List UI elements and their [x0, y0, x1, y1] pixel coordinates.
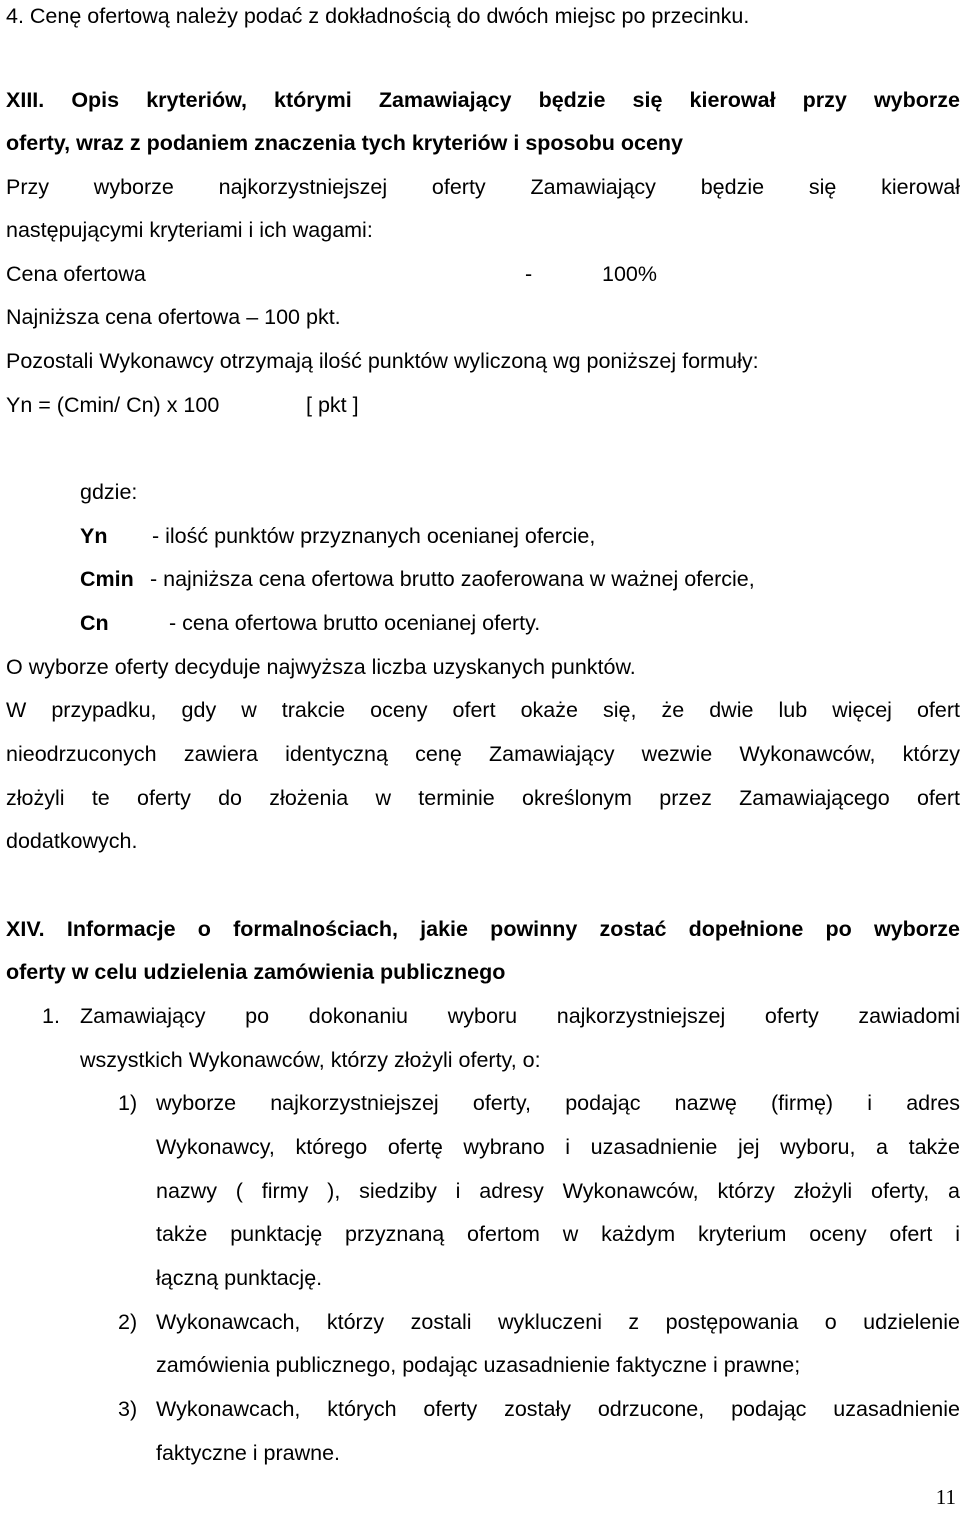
sub2-line1: Wykonawcach, którzy zostali wykluczeni z postępowania o udzielenie	[156, 1310, 960, 1334]
intro-line2: następującymi kryteriami i ich wagami:	[6, 218, 373, 242]
item1-number: 1.	[42, 1004, 60, 1028]
section-13-title-line2: oferty, wraz z podaniem znaczenia tych kryteriów i sposobu oceny	[6, 131, 684, 155]
section-14-title-line1: Informacje o formalnościach, jakie powinny zostać dopełnione po wyborze	[66, 917, 960, 941]
item1-line2: wszystkich Wykonawców, którzy złożyli oferty, o:	[80, 1048, 541, 1072]
legend-desc-cmin: - najniższa cena ofertowa brutto zaoferowana w ważnej ofercie,	[150, 567, 755, 591]
sub3-number: 3)	[118, 1397, 138, 1421]
decision-line: O wyborze oferty decyduje najwyższa liczba uzyskanych punktów.	[6, 655, 636, 679]
criterion-weight: 100%	[602, 262, 657, 286]
sub1-line3: nazwy ( firmy ), siedziby i adresy Wykonawców, którzy złożyli oferty, a	[156, 1179, 960, 1203]
intro-line1: Przy wyborze najkorzystniejszej oferty Zamawiający będzie się kierował	[6, 175, 960, 199]
section-13-number: XIII.	[6, 88, 45, 112]
sub2-number: 2)	[118, 1310, 138, 1334]
sub1-line2: Wykonawcy, którego ofertę wybrano i uzasadnienie jej wyboru, a także	[156, 1135, 960, 1159]
legend-desc-cn: - cena ofertowa brutto ocenianej oferty.	[169, 611, 541, 635]
where-label: gdzie:	[80, 480, 138, 504]
criterion-name: Cena ofertowa	[6, 262, 146, 286]
others-line: Pozostali Wykonawcy otrzymają ilość punktów wyliczoną wg poniższej formuły:	[6, 349, 759, 373]
tie-line3: złożyli te oferty do złożenia w terminie określonym przez Zamawiającego ofert	[6, 786, 960, 810]
sub1-line1: wyborze najkorzystniejszej oferty, podając nazwę (firmę) i adres	[156, 1091, 960, 1115]
sub2-line2: zamówienia publicznego, podając uzasadnienie faktyczne i prawne;	[156, 1353, 801, 1377]
criterion-dash: -	[525, 262, 533, 286]
legend-symbol-cmin: Cmin	[80, 567, 134, 591]
legend-desc-yn: - ilość punktów przyznanych ocenianej ofercie,	[152, 524, 596, 548]
formula: Yn = (Cmin/ Cn) x 100	[6, 393, 220, 417]
tie-line1: W przypadku, gdy w trakcie oceny ofert okaże się, że dwie lub więcej ofert	[6, 698, 960, 722]
sub3-line1: Wykonawcach, których oferty zostały odrzucone, podając uzasadnienie	[156, 1397, 960, 1421]
tie-line2: nieodrzuconych zawiera identyczną cenę Zamawiający wezwie Wykonawców, którzy	[6, 742, 960, 766]
section-14-number: XIV.	[6, 917, 45, 941]
top-line: 4. Cenę ofertową należy podać z dokładnością do dwóch miejsc po przecinku.	[6, 4, 750, 28]
lowest-price-line: Najniższa cena ofertowa – 100 pkt.	[6, 305, 341, 329]
page-number: 11	[935, 1485, 956, 1509]
legend-symbol-yn: Yn	[80, 524, 108, 548]
formula-unit: [ pkt ]	[306, 393, 359, 417]
sub1-line5: łączną punktację.	[156, 1266, 323, 1290]
sub1-line4: także punktację przyznaną ofertom w każdym kryterium oceny ofert i	[156, 1222, 960, 1246]
sub3-line2: faktyczne i prawne.	[156, 1441, 341, 1465]
item1-line1: Zamawiający po dokonaniu wyboru najkorzystniejszej oferty zawiadomi	[80, 1004, 960, 1028]
section-14-title-line2: oferty w celu udzielenia zamówienia publicznego	[6, 960, 506, 984]
section-13-title-line1: Opis kryteriów, którymi Zamawiający będzie się kierował przy wyborze	[71, 88, 960, 112]
legend-symbol-cn: Cn	[80, 611, 109, 635]
tie-line4: dodatkowych.	[6, 829, 138, 853]
sub1-number: 1)	[118, 1091, 138, 1115]
